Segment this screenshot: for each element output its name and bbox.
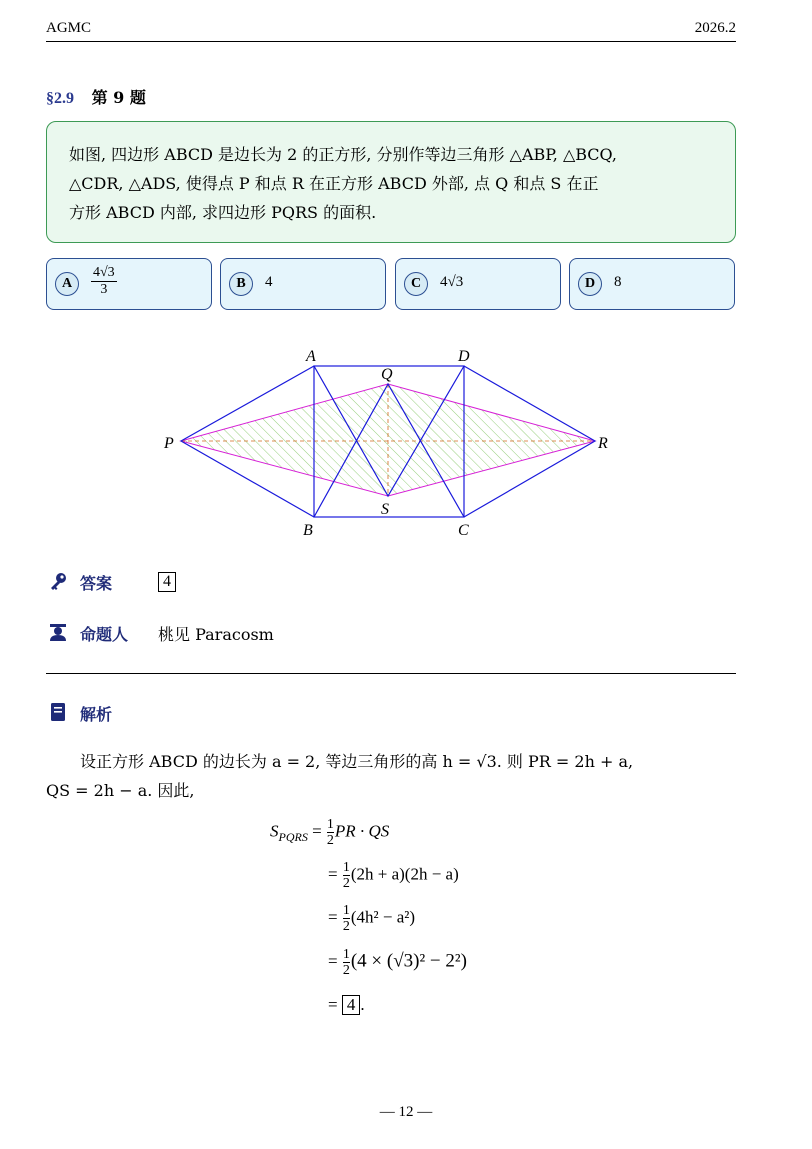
- equation-line-5: = 4 .: [328, 995, 365, 1014]
- option-a-letter: A: [55, 272, 79, 296]
- equation-line-2: = $\frac{1}{2}$ (2h + a)(2h − a): [328, 860, 459, 891]
- problem-line-2: △CDR, △ADS, 使得点 P 和点 R 在正方形 ABCD 外部, 点 Q 和点 S 在正: [69, 174, 599, 193]
- eq3-half-den: 2: [342, 919, 350, 934]
- answer-label: 答案: [80, 574, 113, 593]
- equation-line-1: $S_{PQRS}$ = $\frac{1}{2}$ PR · QS: [270, 817, 390, 848]
- option-d-value: 8: [614, 274, 622, 290]
- option-c[interactable]: [395, 258, 561, 310]
- solution-text: [46, 747, 736, 805]
- geometry-figure: [158, 344, 628, 544]
- book-icon: [48, 702, 68, 722]
- section-number: §2.9: [46, 90, 74, 107]
- label-b: B: [303, 522, 313, 539]
- eq-lhs: S: [270, 821, 279, 841]
- teacher-icon: [48, 622, 68, 642]
- equation-line-3: = $\frac{1}{2}$ (4h² − a²): [328, 903, 415, 934]
- option-a-value: [91, 265, 117, 298]
- problem-box: [46, 121, 736, 243]
- section-title: [46, 85, 146, 108]
- answer-value: 4: [158, 572, 176, 592]
- option-b-value: 4: [265, 274, 273, 290]
- eq2-rest: (2h + a)(2h − a): [350, 864, 459, 884]
- label-s: S: [381, 501, 389, 518]
- header-left: AGMC: [46, 20, 92, 36]
- eq3-rest: (4h² − a²): [350, 907, 415, 927]
- label-r: R: [598, 435, 608, 452]
- page-number: — 12 —: [379, 1104, 433, 1120]
- eq3-half-num: 1: [342, 903, 350, 918]
- option-a[interactable]: [46, 258, 212, 310]
- eq-lhs-subscript: PQRS: [278, 829, 308, 844]
- eq2-half-num: 1: [342, 860, 350, 875]
- section-divider: [46, 673, 736, 674]
- equation-line-4: = $\frac{1}{2}$ (4 × (√3)² − 2²): [328, 947, 467, 978]
- eq4-half-num: 1: [342, 947, 350, 962]
- section-name: 第 9 题: [91, 88, 146, 107]
- eq4-half-den: 2: [342, 963, 350, 978]
- label-a: A: [306, 348, 316, 365]
- option-d-letter: D: [578, 272, 602, 296]
- eq1-rest: PR · QS: [334, 821, 390, 841]
- eq2-half-den: 2: [342, 876, 350, 891]
- problem-line-1: 如图, 四边形 ABCD 是边长为 2 的正方形, 分别作等边三角形 △ABP, △BCQ,: [69, 145, 617, 164]
- label-d: D: [458, 348, 470, 365]
- option-b[interactable]: [220, 258, 386, 310]
- label-q: Q: [381, 366, 393, 383]
- eq1-half-num: 1: [326, 817, 334, 832]
- eq4-rest: (4 × (√3)² − 2²): [350, 950, 467, 972]
- eq5-boxed-answer: 4: [342, 995, 361, 1015]
- author-label: 命题人: [80, 625, 129, 644]
- option-d[interactable]: [569, 258, 735, 310]
- header-right: 2026.2: [694, 20, 736, 36]
- solution-label: 解析: [80, 705, 113, 724]
- solution-line-1: 设正方形 ABCD 的边长为 a = 2, 等边三角形的高 h = √3. 则 PR = 2h + a,: [80, 752, 634, 771]
- label-c: C: [458, 522, 469, 539]
- option-a-denominator: 3: [100, 282, 108, 297]
- key-icon: [48, 571, 68, 591]
- page-header: [46, 20, 736, 42]
- eq1-half-den: 2: [326, 833, 334, 848]
- option-a-numerator: 4√3: [93, 265, 115, 280]
- option-c-letter: C: [404, 272, 428, 296]
- author-value: 桃见 Paracosm: [158, 625, 274, 644]
- answer-value-wrap: [158, 571, 176, 592]
- problem-line-3: 方形 ABCD 内部, 求四边形 PQRS 的面积.: [69, 203, 377, 222]
- option-c-value: 4√3: [440, 274, 464, 290]
- option-b-letter: B: [229, 272, 253, 296]
- solution-line-2: QS = 2h − a. 因此,: [46, 781, 195, 800]
- label-p: P: [164, 435, 174, 452]
